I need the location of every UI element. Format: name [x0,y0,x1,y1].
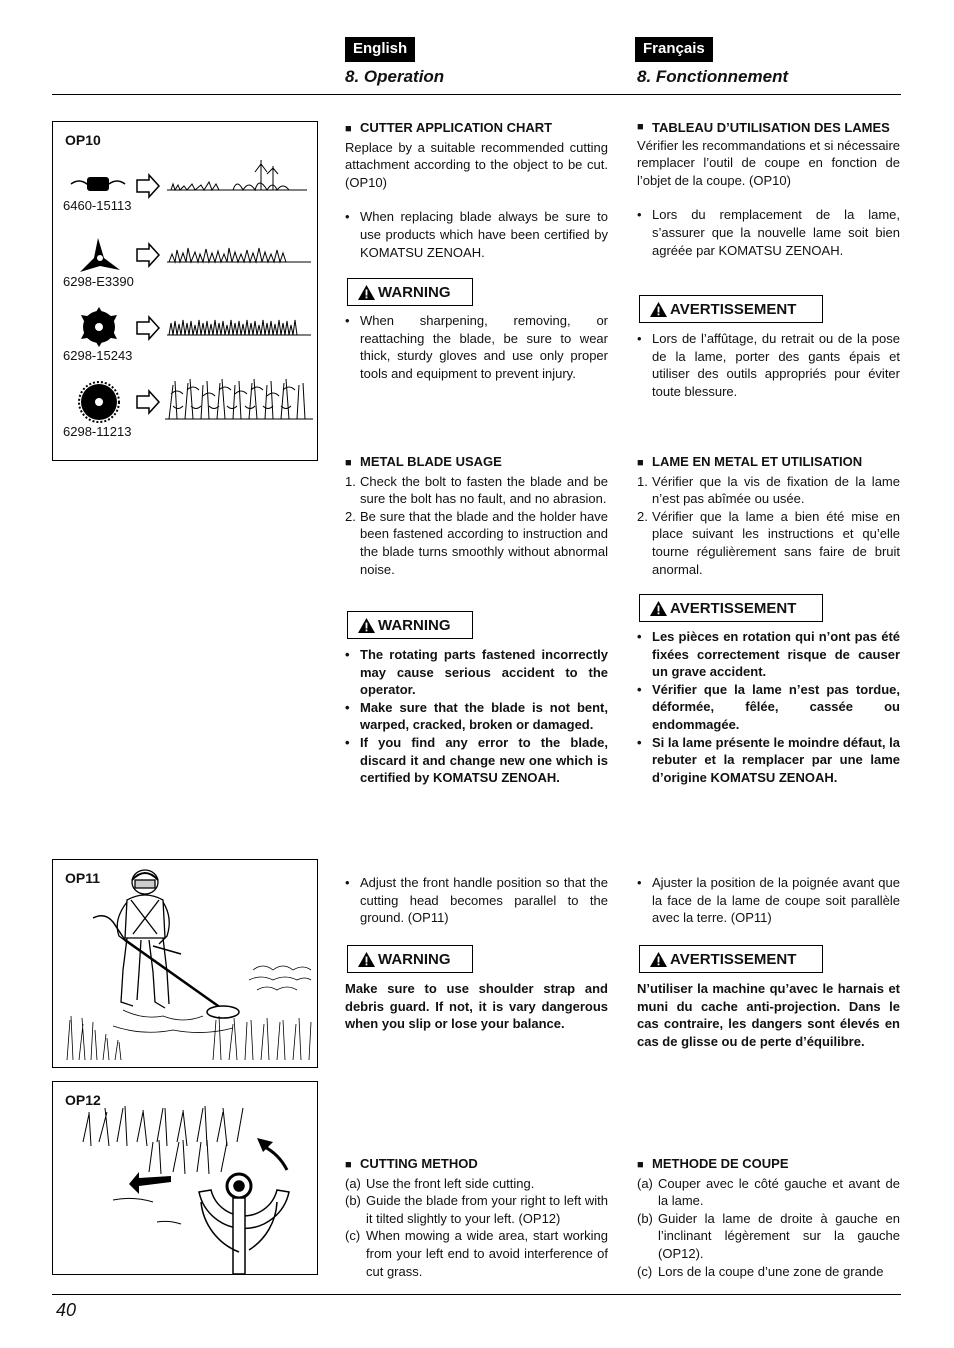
bullet-item: • If you find any error to the blade, discard it and change new one which is certified by KOMATSU ZENOAH. [345,734,608,786]
bullet-item: • Make sure that the blade is not bent, warped, cracked, broken or damaged. [345,699,608,733]
eight-tooth-blade-icon [81,307,117,347]
figure-op12 [52,1081,318,1275]
warning-triangle-icon [650,952,667,967]
bullet-item: • When replacing blade always be sure to use products which have been certified by KOMATSU ZENOAH. [345,209,608,260]
figure-op11 [52,859,318,1068]
vegetation-illustrations [165,160,313,419]
grass-field-illustration [67,966,311,1060]
header-rule [52,94,901,95]
warning-box: WARNING [347,278,473,306]
paragraph: Replace by a suitable recommended cutting attachment according to the object to be cut. (OP10) [345,139,608,190]
numbered-item: 2. Be sure that the blade and the holder have been fastened according to instruction and the blade turns smoothly without abnormal noise. [345,508,608,577]
saw-blade-icon [79,382,119,422]
cutter-section-english [345,119,608,261]
lettered-item: (a) Couper avec le côté gauche et avant de la lame. [637,1175,900,1209]
footer-rule [52,1294,901,1295]
arrow-icons [137,175,159,413]
section-heading: ■ METAL BLADE USAGE [345,453,608,473]
handle-section-french [637,874,900,927]
warning1-french [637,330,900,400]
warning-box: AVERTISSEMENT [639,945,823,973]
figure-label: OP12 [65,1092,101,1108]
lettered-item: (b) Guider la lame de droite à gauche en l’inclinant légèrement sur la gauche (OP12). [637,1210,900,1261]
bullet-item: • Lors du remplacement de la lame, s’assurer que la nouvelle lame soit bien agréée par KOMATSU ZENOAH. [637,207,900,258]
part-number: 6460-15113 [63,198,132,213]
bullet-item: • Adjust the front handle position so that the cutting head becomes parallel to the ground. (OP11) [345,875,608,926]
bullet-item: • Vérifier que la lame n’est pas tordue, déformée, fêlée, cassée ou endommagée. [637,681,900,732]
warning-box: WARNING [347,611,473,639]
warning-box: AVERTISSEMENT [639,295,823,323]
figure-label: OP10 [65,132,101,148]
nylon-cutter-head-icon [71,177,125,191]
warning-box: WARNING [347,945,473,973]
bullet-item: • Les pièces en rotation qui n’ont pas été fixées correctement risque de causer un grave accident. [637,629,900,680]
warning-triangle-icon [650,302,667,317]
section-heading: ■ METHODE DE COUPE [637,1155,900,1175]
lettered-item: (b) Guide the blade from your right to left with it tilted slightly to your left. (OP12) [345,1193,608,1226]
figure-op10 [52,121,318,461]
section-title-english: 8. Operation [345,67,445,86]
lettered-item: (a) Use the front left side cutting. [345,1175,535,1191]
metal-section-english [345,453,608,578]
numbered-item: 1. Vérifier que la vis de fixation de la lame n’est pas abîmée ou usée. [637,473,900,507]
bullet-item: • Si la lame présente le moindre défaut, la rebuter et la remplacer par une lame d’origine KOMATSU ZENOAH. [637,734,900,785]
warning-box: AVERTISSEMENT [639,594,823,622]
warning-triangle-icon [358,618,375,633]
paragraph: N’utiliser la machine qu’avec le harnais et muni du cache anti-projection. Dans le cas contraire, les dangers sont élevés en cas de glisse ou de perte d’équilibre. [637,981,900,1049]
lettered-item: (c) When mowing a wide area, start working from your left end to avoid interference of cut grass. [345,1228,608,1279]
handle-section-english [345,874,608,927]
section-heading: ■ LAME EN METAL ET UTILISATION [637,453,900,473]
cutting-method-illustration [53,1082,317,1274]
section-title-french: 8. Fonctionnement [637,67,789,86]
three-tooth-blade-icon [80,238,120,272]
bullet-item: • Ajuster la position de la poignée avant que la face de la lame de coupe soit parallèle avec la terre. (OP11) [637,875,900,926]
cutter-section-french [637,119,900,259]
warning-triangle-icon [650,601,667,616]
section-heading: ■ CUTTER APPLICATION CHART [345,119,608,139]
cutter-chart-illustration [53,122,317,460]
section-heading: ■ TABLEAU D’UTILISATION DES LAMES [637,120,890,135]
cutting-section-english [345,1155,608,1280]
paragraph: Make sure to use shoulder strap and debris guard. If not, it is vary dangerous when you slip or lose your balance. [345,981,608,1032]
warning-triangle-icon [358,285,375,300]
warning1-english [345,312,608,382]
rotation-arrow-icon [263,1146,287,1170]
bullet-item: • Lors de l’affûtage, du retrait ou de la pose de la lame, porter des gants épais et utiliser des outils appropriés pour éviter toute blessure. [637,331,900,399]
warning2-english [345,646,608,787]
left-arrow-icon [129,1172,171,1194]
cutting-section-french [637,1155,900,1280]
language-tab-french: Français [635,37,713,62]
part-number: 6298-15243 [63,348,133,363]
bullet-item: • When sharpening, removing, or reattaching the blade, be sure to wear thick, sturdy gloves and use only proper tools and equipment to prevent injury. [345,313,608,381]
language-tab-english: English [345,37,415,62]
lettered-item: (c) Lors de la coupe d’une zone de grande [637,1263,884,1279]
paragraph: Vérifier les recommandations et si nécessaire remplacer l’outil de coupe en fonction de l’objet de la coupe. (OP10) [637,137,900,188]
numbered-item: 1. Check the bolt to fasten the blade and be sure the bolt has no fault, and no abrasion. [345,473,608,507]
figure-label: OP11 [65,870,101,886]
part-number: 6298-11213 [63,424,132,439]
section-heading: ■ CUTTING METHOD [345,1155,608,1175]
bullet-item: • The rotating parts fastened incorrectly may cause serious accident to the operator. [345,647,608,698]
warning3-english [345,980,608,1033]
page-number: 40 [56,1300,77,1320]
metal-section-french [637,453,900,578]
warning2-french [637,628,900,786]
part-number: 6298-E3390 [63,274,134,289]
warning-triangle-icon [358,952,375,967]
warning3-french [637,980,900,1050]
operator-illustration [53,860,317,1067]
numbered-item: 2. Vérifier que la lame a bien été mise en place suivant les instructions et qu’elle tourne régulièrement sans faire de bruit anormal. [637,508,900,577]
